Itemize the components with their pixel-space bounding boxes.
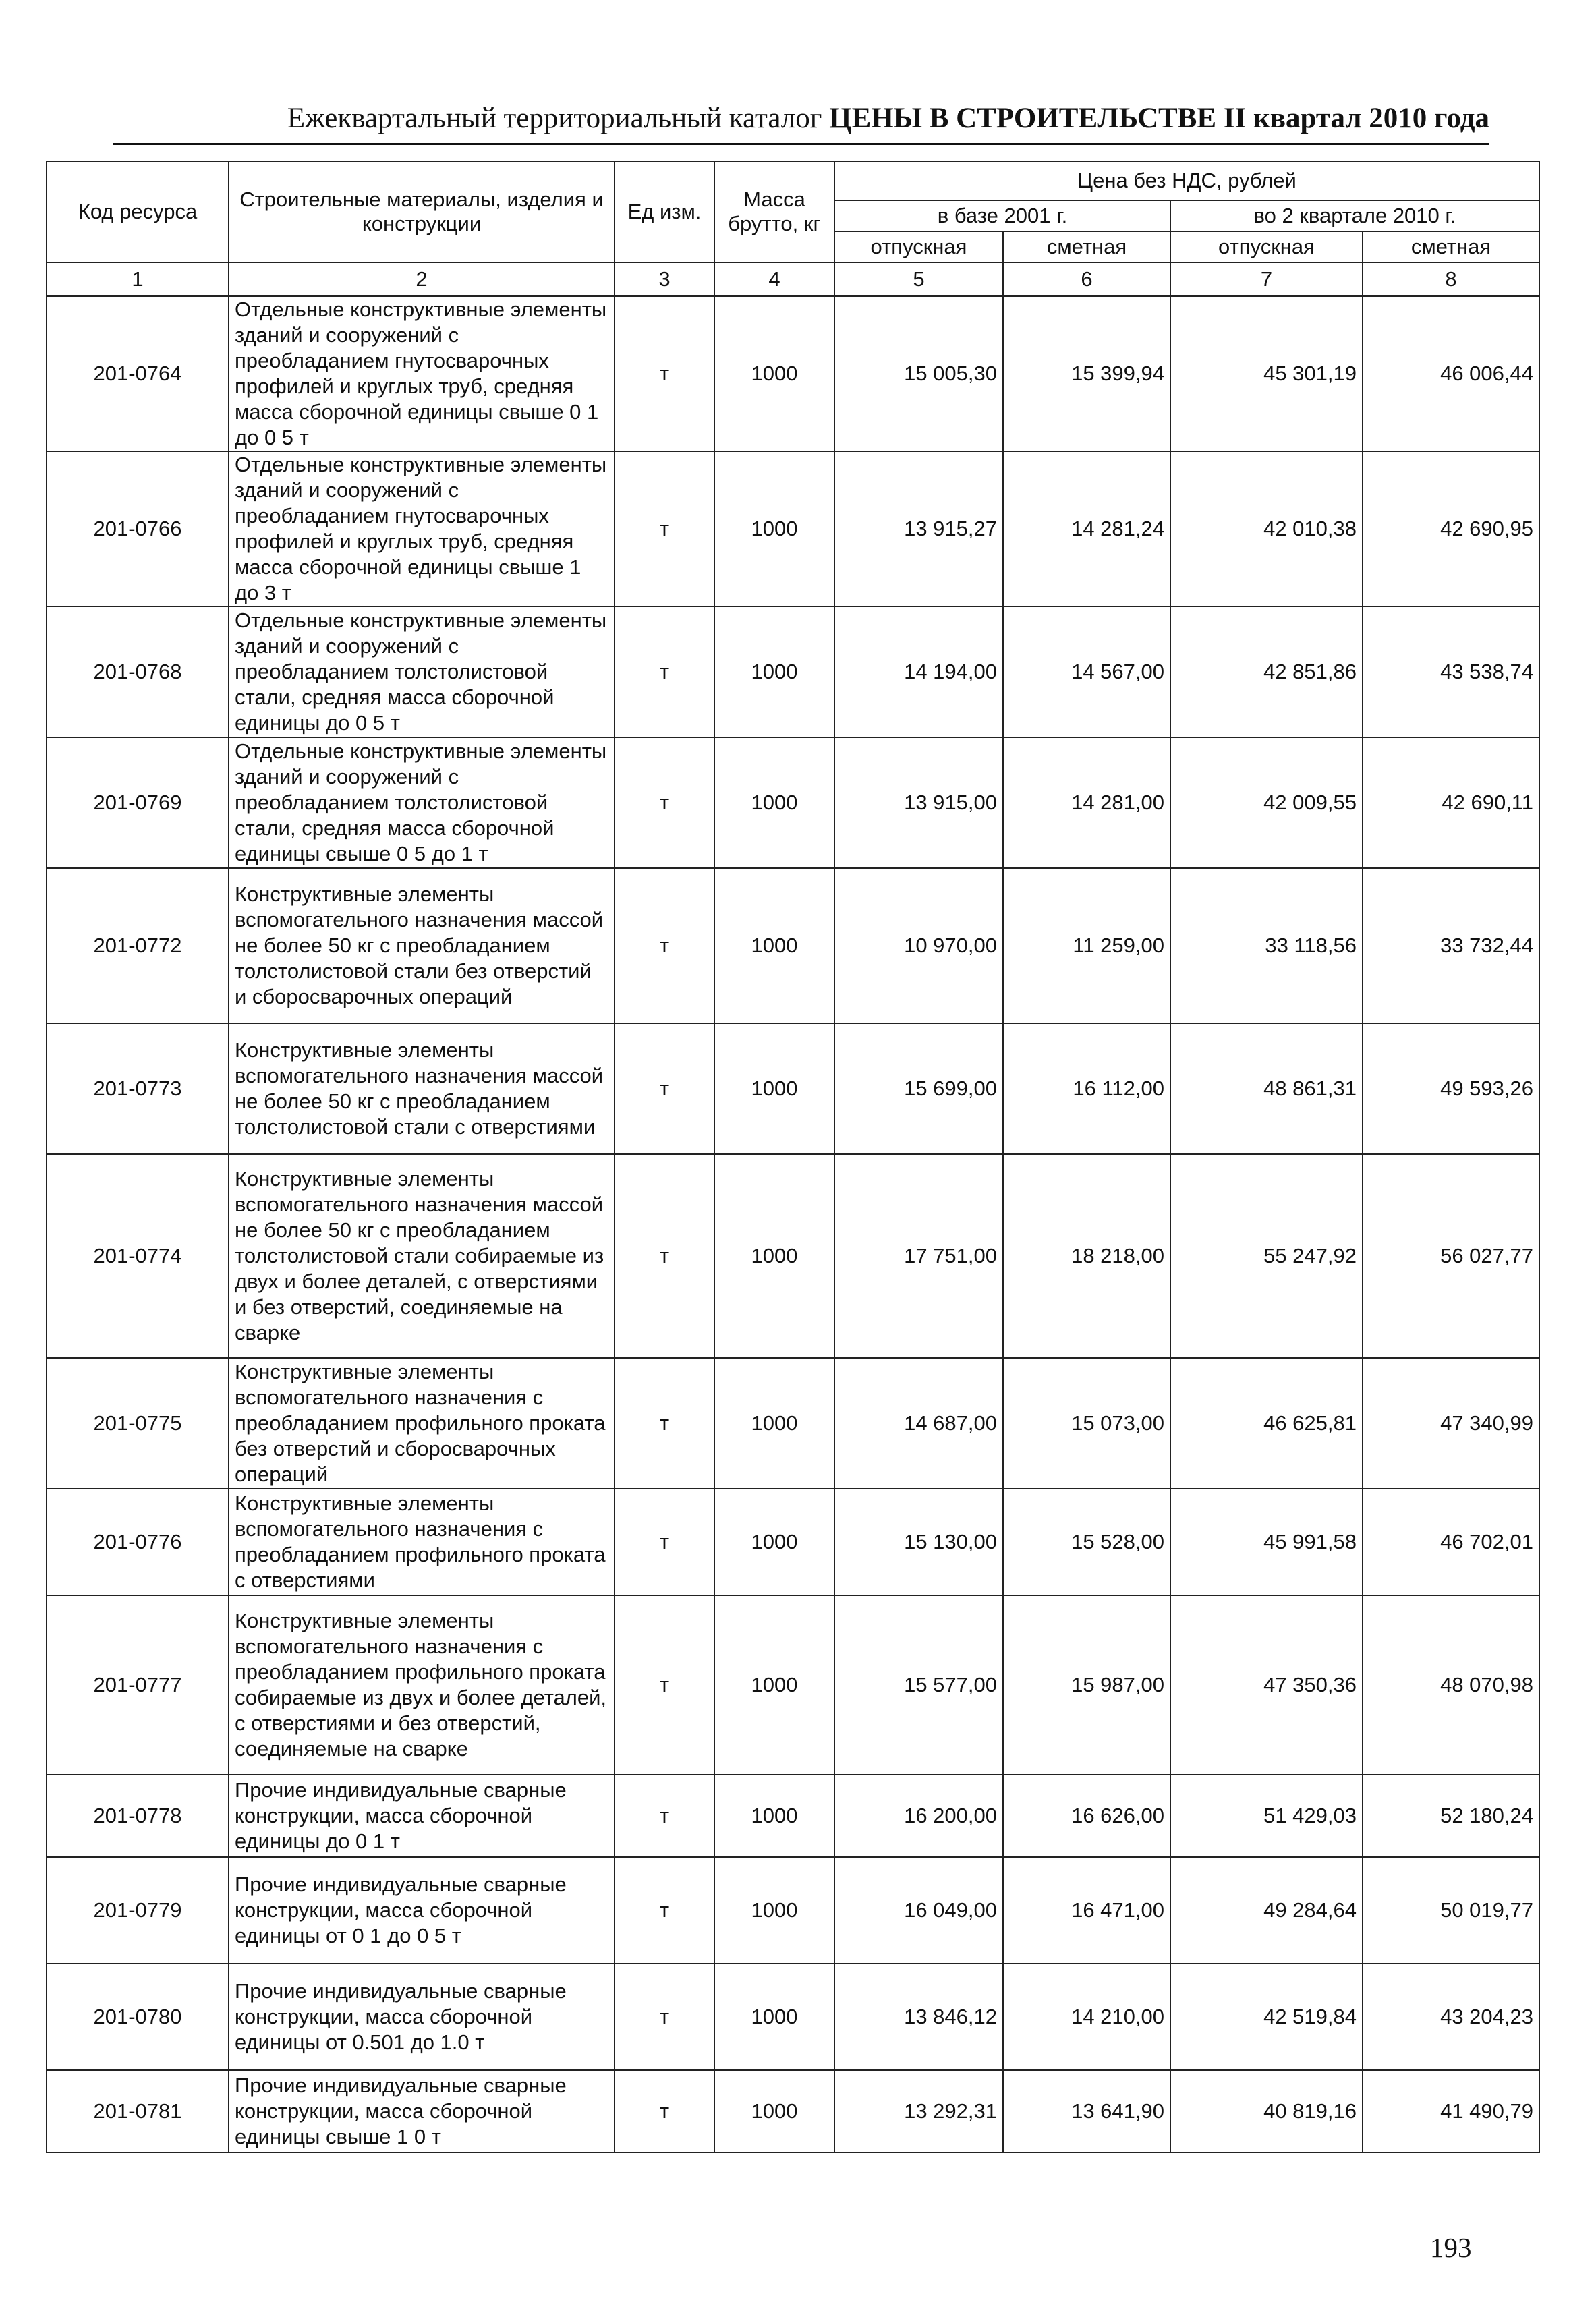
header-material: Строительные материалы, изделия и конструкции	[229, 161, 615, 262]
gross-mass: 1000	[714, 2070, 834, 2152]
resource-code: 201-0769	[47, 737, 229, 868]
price-quarter-sell: 42 010,38	[1170, 451, 1363, 606]
header-base-sell: отпускная	[834, 231, 1003, 262]
table-row	[47, 1857, 1539, 1964]
material-description: Конструктивные элементы вспомогательного назначения массой не более 50 кг с преобладанием толстолистовой стали с отверстиями	[229, 1023, 615, 1154]
unit-of-measure: т	[615, 1775, 714, 1857]
gross-mass: 1000	[714, 737, 834, 868]
gross-mass: 1000	[714, 1857, 834, 1964]
resource-code: 201-0776	[47, 1489, 229, 1595]
table-row	[47, 1489, 1539, 1595]
gross-mass: 1000	[714, 1964, 834, 2070]
unit-of-measure: т	[615, 1154, 714, 1358]
gross-mass: 1000	[714, 1775, 834, 1857]
table-row	[47, 868, 1539, 1023]
price-quarter-estimate: 56 027,77	[1363, 1154, 1539, 1358]
header-quarter-2010: во 2 квартале 2010 г.	[1170, 200, 1539, 231]
gross-mass: 1000	[714, 1358, 834, 1489]
header-quarter-estimate: сметная	[1363, 231, 1539, 262]
price-base-sell: 14 194,00	[834, 606, 1003, 737]
material-description: Конструктивные элементы вспомогательного назначения с преобладанием профильного проката собираемые из двух и более деталей, с отверстиями и без отверстий, соединяемые на сварке	[229, 1595, 615, 1775]
unit-of-measure: т	[615, 296, 714, 451]
price-base-estimate: 15 987,00	[1003, 1595, 1170, 1775]
column-number: 2	[229, 262, 615, 296]
column-number: 7	[1170, 262, 1363, 296]
price-quarter-estimate: 41 490,79	[1363, 2070, 1539, 2152]
resource-code: 201-0764	[47, 296, 229, 451]
price-quarter-sell: 40 819,16	[1170, 2070, 1363, 2152]
unit-of-measure: т	[615, 737, 714, 868]
table-row	[47, 2070, 1539, 2152]
column-number: 8	[1363, 262, 1539, 296]
header-unit: Ед изм.	[615, 161, 714, 262]
resource-code: 201-0766	[47, 451, 229, 606]
price-base-estimate: 15 528,00	[1003, 1489, 1170, 1595]
price-base-sell: 15 005,30	[834, 296, 1003, 451]
price-quarter-sell: 48 861,31	[1170, 1023, 1363, 1154]
price-quarter-sell: 45 991,58	[1170, 1489, 1363, 1595]
price-quarter-estimate: 43 204,23	[1363, 1964, 1539, 2070]
gross-mass: 1000	[714, 1154, 834, 1358]
page-header	[113, 100, 1489, 145]
price-base-sell: 13 915,27	[834, 451, 1003, 606]
price-base-estimate: 13 641,90	[1003, 2070, 1170, 2152]
price-quarter-estimate: 43 538,74	[1363, 606, 1539, 737]
price-base-estimate: 15 073,00	[1003, 1358, 1170, 1489]
header-price: Цена без НДС, рублей	[834, 161, 1539, 200]
price-base-sell: 15 130,00	[834, 1489, 1003, 1595]
price-base-sell: 13 915,00	[834, 737, 1003, 868]
table-row	[47, 1595, 1539, 1775]
price-base-sell: 13 292,31	[834, 2070, 1003, 2152]
unit-of-measure: т	[615, 1964, 714, 2070]
unit-of-measure: т	[615, 868, 714, 1023]
price-base-estimate: 14 210,00	[1003, 1964, 1170, 2070]
price-table	[46, 161, 1540, 2153]
price-quarter-sell: 33 118,56	[1170, 868, 1363, 1023]
price-quarter-sell: 51 429,03	[1170, 1775, 1363, 1857]
price-base-sell: 16 049,00	[834, 1857, 1003, 1964]
resource-code: 201-0777	[47, 1595, 229, 1775]
price-base-estimate: 16 626,00	[1003, 1775, 1170, 1857]
table-body	[47, 262, 1539, 2152]
price-quarter-sell: 42 851,86	[1170, 606, 1363, 737]
resource-code: 201-0774	[47, 1154, 229, 1358]
header-quarter-sell: отпускная	[1170, 231, 1363, 262]
unit-of-measure: т	[615, 606, 714, 737]
price-base-estimate: 16 471,00	[1003, 1857, 1170, 1964]
price-base-sell: 10 970,00	[834, 868, 1003, 1023]
resource-code: 201-0779	[47, 1857, 229, 1964]
catalog-prefix: Ежеквартальный территориальный каталог	[287, 103, 822, 134]
table-row	[47, 451, 1539, 606]
material-description: Отдельные конструктивные элементы зданий и сооружений с преобладанием толстолистовой стали, средняя масса сборочной единицы свыше 0 5 до 1 т	[229, 737, 615, 868]
page-number: 193	[1430, 2232, 1472, 2263]
material-description: Конструктивные элементы вспомогательного назначения массой не более 50 кг с преобладанием толстолистовой стали без отверстий и сборосварочных операций	[229, 868, 615, 1023]
price-quarter-estimate: 33 732,44	[1363, 868, 1539, 1023]
table-row	[47, 1154, 1539, 1358]
column-number-row	[47, 262, 1539, 296]
price-base-estimate: 18 218,00	[1003, 1154, 1170, 1358]
price-base-sell: 16 200,00	[834, 1775, 1003, 1857]
price-quarter-sell: 49 284,64	[1170, 1857, 1363, 1964]
table-row	[47, 1023, 1539, 1154]
price-quarter-sell: 42 009,55	[1170, 737, 1363, 868]
price-quarter-sell: 46 625,81	[1170, 1358, 1363, 1489]
unit-of-measure: т	[615, 2070, 714, 2152]
price-quarter-estimate: 42 690,95	[1363, 451, 1539, 606]
table-row	[47, 606, 1539, 737]
price-quarter-estimate: 52 180,24	[1363, 1775, 1539, 1857]
gross-mass: 1000	[714, 1023, 834, 1154]
material-description: Конструктивные элементы вспомогательного назначения массой не более 50 кг с преобладанием толстолистовой стали собираемые из двух и более деталей, с отверстиями и без отверстий, соединяемые на сварке	[229, 1154, 615, 1358]
gross-mass: 1000	[714, 451, 834, 606]
table-row	[47, 737, 1539, 868]
material-description: Отдельные конструктивные элементы зданий и сооружений с преобладанием толстолистовой стали, средняя масса сборочной единицы до 0 5 т	[229, 606, 615, 737]
resource-code: 201-0775	[47, 1358, 229, 1489]
column-number: 1	[47, 262, 229, 296]
price-base-estimate: 11 259,00	[1003, 868, 1170, 1023]
price-quarter-estimate: 49 593,26	[1363, 1023, 1539, 1154]
price-base-estimate: 16 112,00	[1003, 1023, 1170, 1154]
price-base-sell: 15 699,00	[834, 1023, 1003, 1154]
gross-mass: 1000	[714, 868, 834, 1023]
material-description: Прочие индивидуальные сварные конструкции, масса сборочной единицы свыше 1 0 т	[229, 2070, 615, 2152]
material-description: Прочие индивидуальные сварные конструкции, масса сборочной единицы от 0.501 до 1.0 т	[229, 1964, 615, 2070]
unit-of-measure: т	[615, 451, 714, 606]
price-base-sell: 14 687,00	[834, 1358, 1003, 1489]
price-quarter-estimate: 48 070,98	[1363, 1595, 1539, 1775]
table-row	[47, 1964, 1539, 2070]
unit-of-measure: т	[615, 1857, 714, 1964]
header-mass: Масса брутто, кг	[714, 161, 834, 262]
material-description: Конструктивные элементы вспомогательного назначения с преобладанием профильного проката без отверстий и сборосварочных операций	[229, 1358, 615, 1489]
price-quarter-estimate: 50 019,77	[1363, 1857, 1539, 1964]
table-row	[47, 296, 1539, 451]
price-quarter-estimate: 46 702,01	[1363, 1489, 1539, 1595]
header-base-2001: в базе 2001 г.	[834, 200, 1170, 231]
header-code: Код ресурса	[47, 161, 229, 262]
price-base-estimate: 15 399,94	[1003, 296, 1170, 451]
column-number: 5	[834, 262, 1003, 296]
price-quarter-sell: 45 301,19	[1170, 296, 1363, 451]
catalog-title: ЦЕНЫ В СТРОИТЕЛЬСТВЕ	[829, 103, 1217, 134]
price-base-estimate: 14 281,00	[1003, 737, 1170, 868]
resource-code: 201-0768	[47, 606, 229, 737]
column-number: 4	[714, 262, 834, 296]
catalog-period: II квартал 2010 года	[1223, 103, 1489, 134]
resource-code: 201-0778	[47, 1775, 229, 1857]
gross-mass: 1000	[714, 296, 834, 451]
table-row	[47, 1358, 1539, 1489]
price-quarter-estimate: 47 340,99	[1363, 1358, 1539, 1489]
material-description: Конструктивные элементы вспомогательного назначения с преобладанием профильного проката с отверстиями	[229, 1489, 615, 1595]
price-base-sell: 17 751,00	[834, 1154, 1003, 1358]
price-quarter-sell: 55 247,92	[1170, 1154, 1363, 1358]
price-base-sell: 13 846,12	[834, 1964, 1003, 2070]
price-base-estimate: 14 567,00	[1003, 606, 1170, 737]
resource-code: 201-0773	[47, 1023, 229, 1154]
resource-code: 201-0772	[47, 868, 229, 1023]
header-base-estimate: сметная	[1003, 231, 1170, 262]
price-quarter-sell: 47 350,36	[1170, 1595, 1363, 1775]
gross-mass: 1000	[714, 1595, 834, 1775]
table-row	[47, 1775, 1539, 1857]
material-description: Отдельные конструктивные элементы зданий и сооружений с преобладанием гнутосварочных профилей и круглых труб, средняя масса сборочной единицы свыше 0 1 до 0 5 т	[229, 296, 615, 451]
price-quarter-estimate: 46 006,44	[1363, 296, 1539, 451]
unit-of-measure: т	[615, 1489, 714, 1595]
material-description: Прочие индивидуальные сварные конструкции, масса сборочной единицы до 0 1 т	[229, 1775, 615, 1857]
resource-code: 201-0781	[47, 2070, 229, 2152]
column-number: 6	[1003, 262, 1170, 296]
resource-code: 201-0780	[47, 1964, 229, 2070]
gross-mass: 1000	[714, 606, 834, 737]
price-quarter-sell: 42 519,84	[1170, 1964, 1363, 2070]
column-number: 3	[615, 262, 714, 296]
price-base-sell: 15 577,00	[834, 1595, 1003, 1775]
unit-of-measure: т	[615, 1358, 714, 1489]
gross-mass: 1000	[714, 1489, 834, 1595]
material-description: Прочие индивидуальные сварные конструкции, масса сборочной единицы от 0 1 до 0 5 т	[229, 1857, 615, 1964]
price-base-estimate: 14 281,24	[1003, 451, 1170, 606]
unit-of-measure: т	[615, 1023, 714, 1154]
unit-of-measure: т	[615, 1595, 714, 1775]
price-quarter-estimate: 42 690,11	[1363, 737, 1539, 868]
material-description: Отдельные конструктивные элементы зданий и сооружений с преобладанием гнутосварочных профилей и круглых труб, средняя масса сборочной единицы свыше 1 до 3 т	[229, 451, 615, 606]
